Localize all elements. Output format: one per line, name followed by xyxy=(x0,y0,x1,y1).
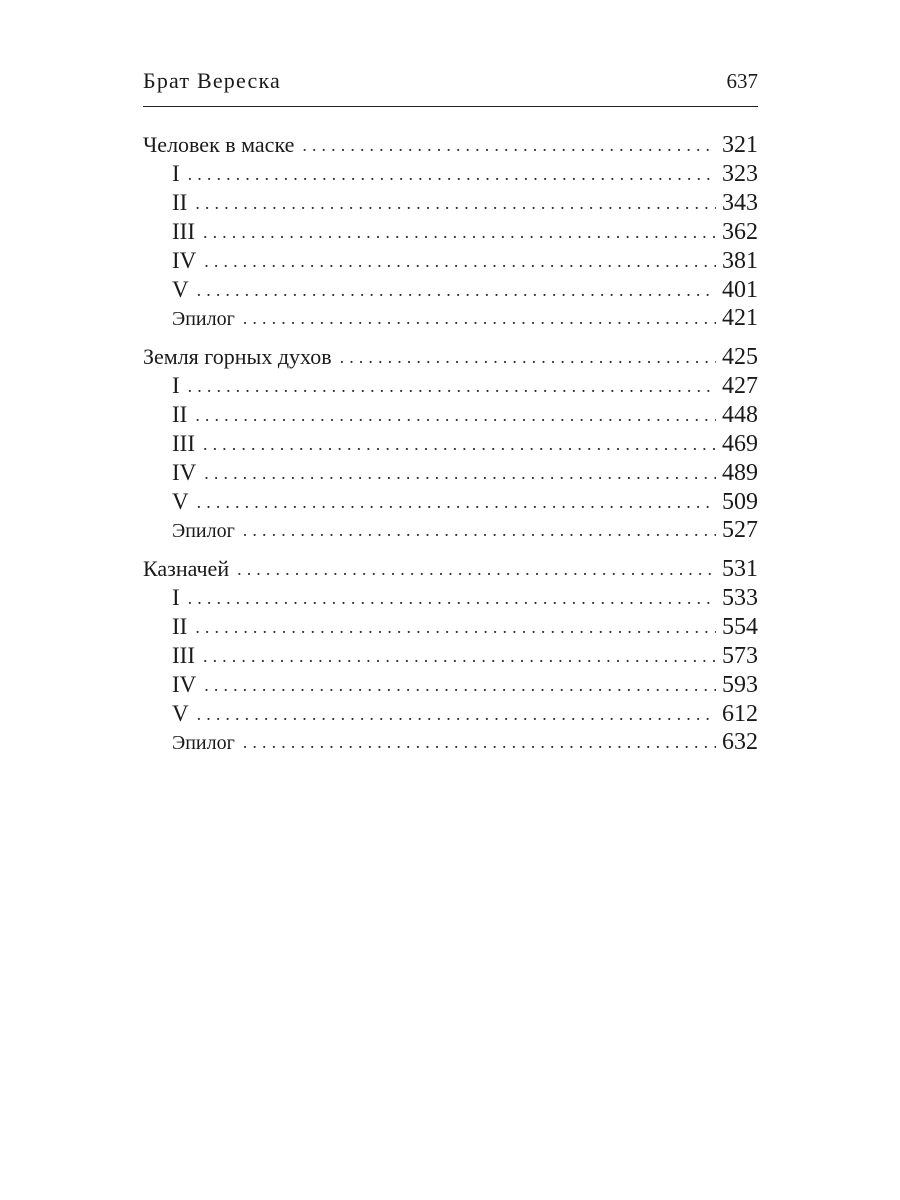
toc-page-number: 489 xyxy=(722,460,758,486)
page-number: 637 xyxy=(726,69,758,93)
toc-chapter-entry xyxy=(143,159,758,188)
toc-page-number: 533 xyxy=(722,585,758,611)
toc-chapter-label: III xyxy=(172,643,195,668)
toc-page-number: 448 xyxy=(722,402,758,428)
toc-chapter-entry xyxy=(143,246,758,275)
toc-chapter-label: II xyxy=(172,402,188,427)
toc-chapter-entry xyxy=(143,612,758,641)
dot-leader xyxy=(243,516,716,545)
toc-section xyxy=(143,130,758,333)
toc-page-number: 573 xyxy=(722,643,758,669)
toc-part-title: Земля горных духов xyxy=(143,344,332,369)
dot-leader xyxy=(204,671,716,700)
toc-epilogue-entry xyxy=(143,516,758,545)
toc-chapter-entry xyxy=(143,641,758,670)
toc-chapter-entry xyxy=(143,371,758,400)
toc-page-number: 554 xyxy=(722,614,758,640)
dot-leader xyxy=(302,131,716,160)
toc-chapter-entry xyxy=(143,458,758,487)
toc-chapter-label: Эпилог xyxy=(172,520,235,542)
dot-leader xyxy=(237,555,716,584)
toc-chapter-label: Эпилог xyxy=(172,308,235,330)
toc-chapter-label: V xyxy=(172,489,189,514)
toc-chapter-label: I xyxy=(172,585,180,610)
toc-chapter-entry xyxy=(143,699,758,728)
dot-leader xyxy=(203,430,716,459)
toc-chapter-label: II xyxy=(172,614,188,639)
toc-chapter-entry xyxy=(143,583,758,612)
toc-chapter-label: II xyxy=(172,190,188,215)
toc-epilogue-entry xyxy=(143,304,758,333)
toc-page-number: 527 xyxy=(722,517,758,543)
toc-chapter-label: III xyxy=(172,431,195,456)
toc-page-number: 612 xyxy=(722,701,758,727)
toc-section xyxy=(143,554,758,757)
toc-page-number: 401 xyxy=(722,277,758,303)
book-title: Брат Вереска xyxy=(143,68,281,93)
dot-leader xyxy=(188,372,716,401)
dot-leader xyxy=(195,189,716,218)
dot-leader xyxy=(204,459,716,488)
running-header xyxy=(143,66,758,107)
toc-chapter-entry xyxy=(143,670,758,699)
toc-chapter-label: IV xyxy=(172,460,197,485)
dot-leader xyxy=(195,401,716,430)
dot-leader xyxy=(197,700,716,729)
toc-page-number: 421 xyxy=(722,305,758,331)
dot-leader xyxy=(243,304,716,333)
toc-part-title: Казначей xyxy=(143,556,230,581)
toc-page-number: 593 xyxy=(722,672,758,698)
dot-leader xyxy=(203,642,716,671)
table-of-contents xyxy=(143,130,758,766)
dot-leader xyxy=(197,276,716,305)
dot-leader xyxy=(188,160,716,189)
toc-chapter-label: V xyxy=(172,277,189,302)
toc-part-entry xyxy=(143,342,758,371)
toc-chapter-label: I xyxy=(172,373,180,398)
toc-part-entry xyxy=(143,130,758,159)
toc-chapter-label: IV xyxy=(172,672,197,697)
toc-page-number: 469 xyxy=(722,431,758,457)
toc-chapter-entry xyxy=(143,429,758,458)
toc-chapter-entry xyxy=(143,188,758,217)
toc-page-number: 425 xyxy=(722,344,758,370)
dot-leader xyxy=(340,343,716,372)
toc-page-number: 509 xyxy=(722,489,758,515)
toc-page-number: 632 xyxy=(722,729,758,755)
toc-chapter-label: Эпилог xyxy=(172,732,235,754)
toc-page-number: 427 xyxy=(722,373,758,399)
toc-section xyxy=(143,342,758,545)
toc-chapter-entry xyxy=(143,400,758,429)
toc-chapter-entry xyxy=(143,217,758,246)
toc-chapter-label: I xyxy=(172,161,180,186)
toc-part-title: Человек в маске xyxy=(143,132,295,157)
toc-chapter-label: V xyxy=(172,701,189,726)
toc-page-number: 362 xyxy=(722,219,758,245)
dot-leader xyxy=(203,218,716,247)
toc-chapter-label: III xyxy=(172,219,195,244)
toc-page-number: 343 xyxy=(722,190,758,216)
toc-page-number: 531 xyxy=(722,556,758,582)
dot-leader xyxy=(195,613,716,642)
toc-page-number: 321 xyxy=(722,132,758,158)
toc-page-number: 323 xyxy=(722,161,758,187)
toc-part-entry xyxy=(143,554,758,583)
dot-leader xyxy=(197,488,716,517)
toc-chapter-entry xyxy=(143,487,758,516)
dot-leader xyxy=(243,728,716,757)
toc-chapter-label: IV xyxy=(172,248,197,273)
toc-chapter-entry xyxy=(143,275,758,304)
dot-leader xyxy=(204,247,716,276)
toc-epilogue-entry xyxy=(143,728,758,757)
dot-leader xyxy=(188,584,716,613)
toc-page-number: 381 xyxy=(722,248,758,274)
